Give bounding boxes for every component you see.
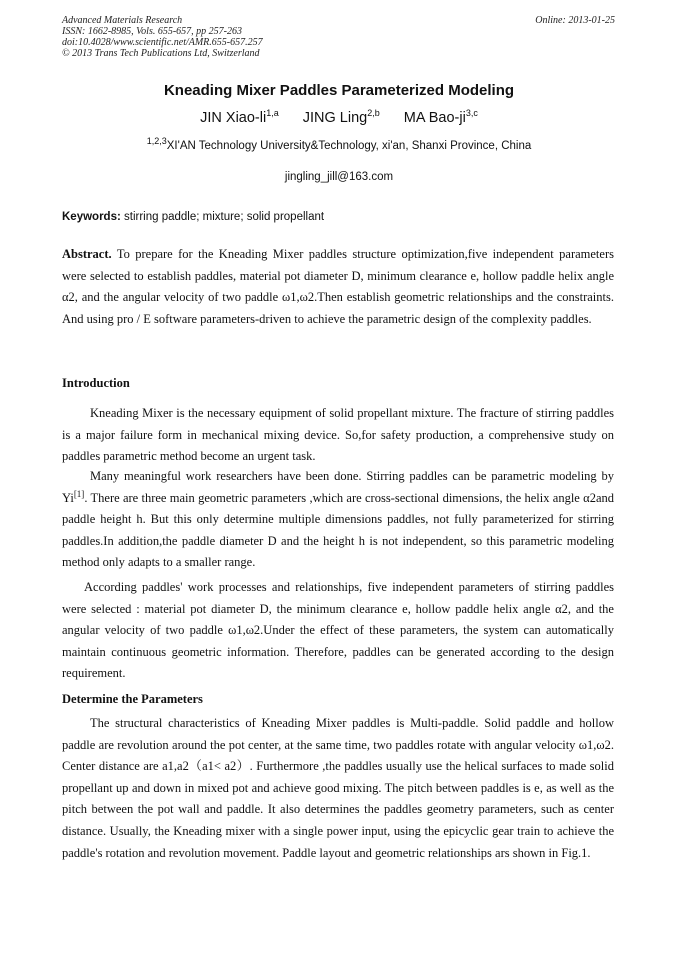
paragraph: Kneading Mixer is the necessary equipment of solid propellant mixture. The fracture of stirring paddles is a major failure form in mechanical mixing device. So,for safety production, a comprehensive study on paddles parametric method become an urgent task.: [62, 406, 614, 464]
keywords-text: stirring paddle; mixture; solid propellant: [124, 211, 325, 223]
citation: [1]: [73, 488, 85, 499]
author-list: [0, 110, 678, 126]
section-heading-introduction: Introduction: [62, 376, 130, 390]
section-heading-parameters: Determine the Parameters: [62, 692, 203, 706]
journal-header: [62, 15, 263, 59]
journal-issn: ISSN: 1662-8985, Vols. 655-657, pp 257-263: [62, 26, 242, 37]
author-affiliation-mark: 1,a: [266, 108, 279, 119]
paragraph-text: . There are three main geometric parameters ,which are cross-sectional dimensions, the helix angle α2and paddle height h. But this only determine multiple dimensions paddles, not fully parameterized for stirring paddles.In addition,the paddle diameter D and the height h is not independent, so this parametric modeling method only adapts to a smaller range.: [62, 490, 614, 570]
affiliation-text: XI'AN Technology University&Technology, xi'an, Shanxi Province, China: [166, 140, 532, 152]
paragraph: The structural characteristics of Kneading Mixer paddles is Multi-paddle. Solid paddle and hollow paddle are revolution around the pot center, at the same time, two paddles rotate with angular velocity ω1,ω2. Center distance are a1,a2（a1< a2）. Furthermore ,the paddles usually use the helical surfaces to made solid propellant up and down in mixed pot and achieve good mixing. The pitch between paddles is e, as well as the pitch between the pot wall and paddle. It also determines the paddles geometry parameters, such as center distance. Usually, the Kneading mixer with a single power input, using the epicyclic gear train to achieve the paddle's rotation and revolution movement. Paddle layout and geometric relationships ars shown in Fig.1.: [62, 716, 614, 860]
journal-doi: doi:10.4028/www.scientific.net/AMR.655-657.257: [62, 37, 263, 48]
keywords: [62, 211, 617, 223]
keywords-label: Keywords:: [62, 211, 121, 223]
paragraph: [62, 466, 614, 574]
journal-copyright: © 2013 Trans Tech Publications Ltd, Switzerland: [62, 48, 260, 59]
paper-title: Kneading Mixer Paddles Parameterized Modeling: [163, 82, 515, 99]
paragraph: According paddles' work processes and relationships, five independent parameters of stirring paddles were selected : material pot diameter D, the minimum clearance e, hollow paddle helix angle α2, and the angular velocity of two paddle ω1,ω2.Under the effect of these parameters, the system can automatically maintain continuous geometric information. Therefore, paddles can be generated according to the design requirement.: [62, 580, 614, 681]
author-affiliation-mark: 3,c: [465, 108, 478, 119]
author: [303, 110, 380, 126]
author-name: JING Ling: [302, 110, 368, 126]
author: [404, 110, 478, 126]
journal-name: Advanced Materials Research: [62, 15, 183, 26]
affiliation-mark: 1,2,3: [146, 136, 167, 147]
author-email: jingling_jill@163.com: [284, 171, 394, 183]
abstract-label: Abstract.: [62, 247, 112, 261]
author-name: MA Bao-ji: [403, 110, 466, 126]
author-affiliation-mark: 2,b: [367, 108, 380, 119]
abstract: [62, 244, 614, 330]
author-name: JIN Xiao-li: [200, 110, 267, 126]
affiliation: [0, 136, 678, 152]
paragraph-text: Many meaningful work researchers have been done. Stirring paddles can be parametric modeling by Yi: [62, 469, 614, 505]
online-date: Online: 2013-01-25: [535, 15, 615, 26]
abstract-text: To prepare for the Kneading Mixer paddles structure optimization,five independent parameters were selected to establish paddles, material pot diameter D, minimum clearance e, hollow paddle helix angle α2, and the angular velocity of two paddle ω1,ω2.Then establish geometric relationships and the constraints. And using pro / E software parameters-driven to achieve the parametric design of the complexity paddles.: [62, 247, 614, 326]
author: [200, 110, 279, 126]
